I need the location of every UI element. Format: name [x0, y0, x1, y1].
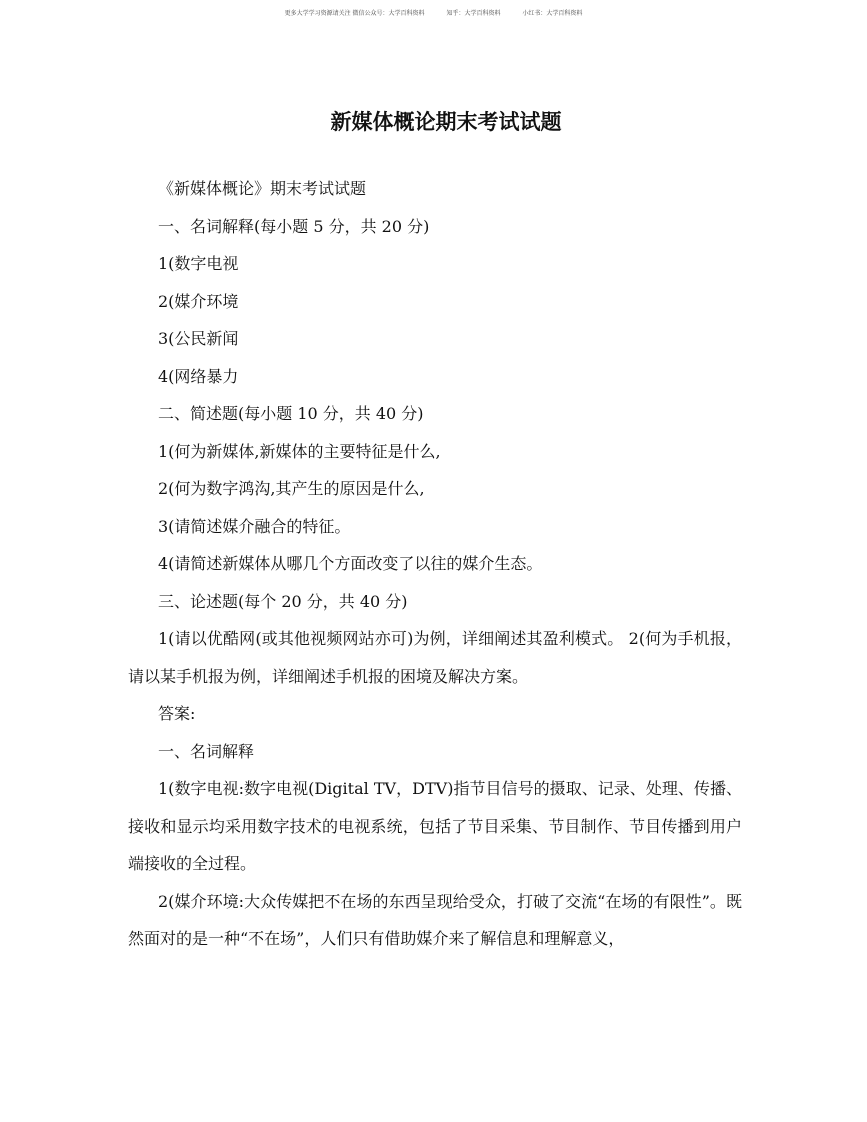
paragraph: 《新媒体概论》期末考试试题	[158, 179, 367, 198]
header-item: 更多大学学习资源请关注 微信公众号：大学百科资料	[284, 10, 425, 17]
paragraph: 1(请以优酷网(或其他视频网站亦可)为例，详细阐述其盈利模式。 2(何为手机报，请以某手机报为例，详细阐述手机报的困境及解决方案。	[128, 629, 742, 686]
paragraph: 1(数字电视:数字电视(Digital TV，DTV)指节目信号的摄取、记录、处理、传播、接收和显示均采用数字技术的电视系统，包括了节目采集、节目制作、节目传播到用户端接收的全过程。	[128, 779, 742, 873]
paragraph: 3(公民新闻	[158, 329, 239, 348]
paragraph: 2(媒介环境:大众传媒把不在场的东西呈现给受众，打破了交流“在场的有限性”。既然面对的是一种“不在场”，人们只有借助媒介来了解信息和理解意义，	[128, 891, 742, 948]
paragraph: 答案:	[158, 704, 196, 723]
document-body	[128, 170, 742, 958]
paragraph: 2(何为数字鸿沟,其产生的原因是什么,	[158, 479, 425, 498]
paragraph: 1(何为新媒体,新媒体的主要特征是什么,	[158, 441, 441, 461]
header-item: 知乎：大学百科资料	[446, 10, 501, 17]
page-header	[0, 8, 867, 17]
paragraph: 4(网络暴力	[158, 366, 239, 386]
paragraph: 4(请简述新媒体从哪几个方面改变了以往的媒介生态。	[158, 554, 543, 573]
paragraph: 一、名词解释	[158, 741, 255, 761]
paragraph: 一、名词解释(每小题 5 分，共 20 分)	[158, 216, 430, 236]
paragraph: 三、论述题(每个 20 分，共 40 分)	[158, 591, 408, 611]
paragraph: 1(数字电视	[158, 254, 239, 273]
paragraph: 3(请简述媒介融合的特征。	[158, 516, 351, 536]
paragraph: 二、简述题(每小题 10 分，共 40 分)	[158, 404, 424, 423]
header-item: 小红书：大学百科资料	[522, 10, 583, 17]
paragraph: 2(媒介环境	[158, 291, 239, 311]
document-title: 新媒体概论期末考试试题	[330, 109, 562, 134]
